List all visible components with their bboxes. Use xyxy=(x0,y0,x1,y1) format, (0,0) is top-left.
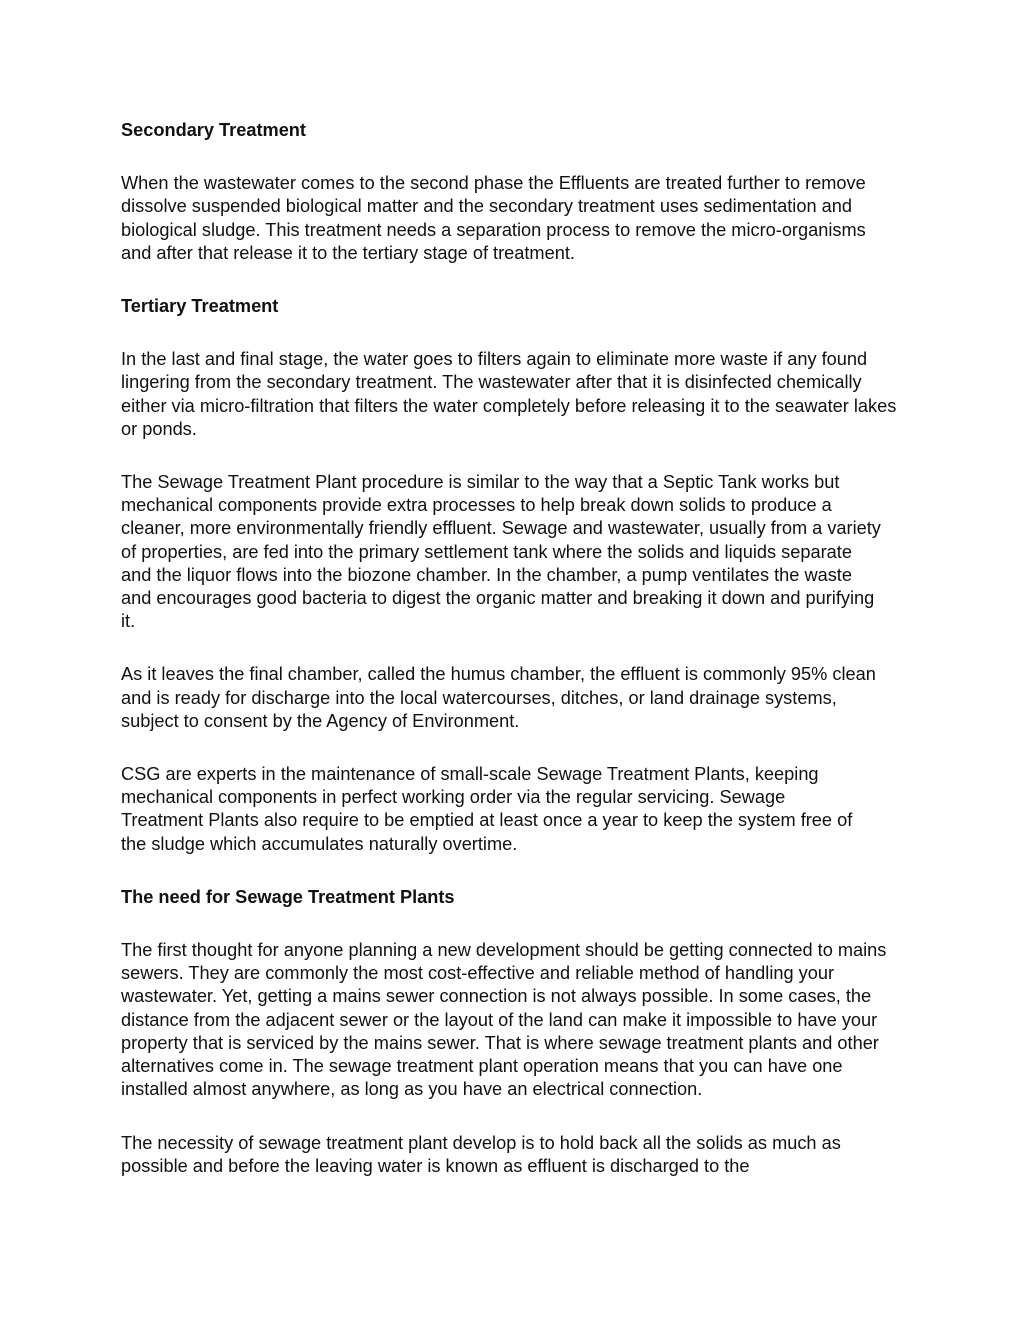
paragraph-necessity: The necessity of sewage treatment plant develop is to hold back all the solids as much as possible and before the leaving water is known as effluent is discharged to the xyxy=(121,1132,841,1176)
paragraph-mains-sewers: The first thought for anyone planning a new development should be getting connected to mains sewers. They are commonly the most cost-effective and reliable method of handling your wastewater. Yet, getting a mains sewer connection is not always possible. In some cases, the distance from the adjacent sewer or the layout of the land can make it impossible to have your property that is serviced by the mains sewer. That is where sewage treatment plants and other alternatives come in. The sewage treatment plant operation means that you can have one installed almost anywhere, as long as you have an electrical connection. xyxy=(121,940,887,1100)
heading-tertiary-treatment: Tertiary Treatment xyxy=(121,296,279,317)
paragraph-csg-maintenance: CSG are experts in the maintenance of small-scale Sewage Treatment Plants, keeping mechanical components in perfect working order via the regular servicing. Sewage Treatment Plants also require to be emptied at least once a year to keep the system free of the sludge which accumulates naturally overtime. xyxy=(121,764,853,854)
heading-need-for-plants: The need for Sewage Treatment Plants xyxy=(121,886,455,907)
paragraph-plant-procedure: The Sewage Treatment Plant procedure is similar to the way that a Septic Tank works but mechanical components provide extra processes to help break down solids to produce a cleaner, more environmentally friendly effluent. Sewage and wastewater, usually from a variety of properties, are fed into the primary settlement tank where the solids and liquids separate and the liquor flows into the biozone chamber. In the chamber, a pump ventilates the waste and encourages good bacteria to digest the organic matter and breaking it down and purifying it. xyxy=(121,472,881,632)
paragraph-humus-chamber: As it leaves the final chamber, called the humus chamber, the effluent is commonly 95% clean and is ready for discharge into the local watercourses, ditches, or land drainage systems, subject to consent by the Agency of Environment. xyxy=(121,664,876,731)
heading-secondary-treatment: Secondary Treatment xyxy=(121,120,306,140)
paragraph-final-stage: In the last and final stage, the water goes to filters again to eliminate more waste if any found lingering from the secondary treatment. The wastewater after that it is disinfected chemically either via micro-filtration that filters the water completely before releasing it to the seawater lakes or ponds. xyxy=(121,349,897,439)
paragraph-secondary-treatment: When the wastewater comes to the second phase the Effluents are treated further to remove dissolve suspended biological matter and the secondary treatment uses sedimentation and biological sludge. This treatment needs a separation process to remove the micro-organisms and after that release it to the tertiary stage of treatment. xyxy=(121,173,866,263)
document-page xyxy=(121,119,921,1208)
